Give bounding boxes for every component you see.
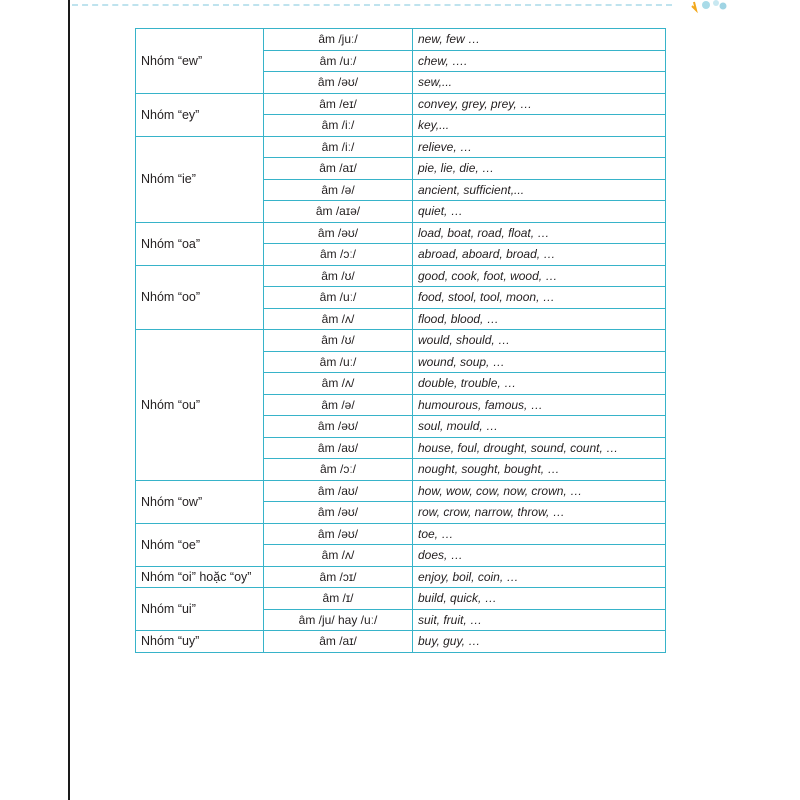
table-row (136, 265, 666, 287)
table-row (136, 523, 666, 545)
letter-group-label: Nhóm “oi” hoặc “oy” (136, 566, 264, 588)
phonetic-sound-cell: âm /eɪ/ (264, 93, 413, 115)
letter-group-label: Nhóm “oo” (136, 265, 264, 330)
example-words-cell: good, cook, foot, wood, … (413, 265, 666, 287)
letter-group-label: Nhóm “ie” (136, 136, 264, 222)
phonetic-sound-cell: âm /ə/ (264, 179, 413, 201)
phonetic-sound-cell: âm /əʊ/ (264, 502, 413, 524)
example-words-cell: flood, blood, … (413, 308, 666, 330)
example-words-cell: does, … (413, 545, 666, 567)
table-row (136, 330, 666, 352)
phonetic-sound-cell: âm /uː/ (264, 50, 413, 72)
example-words-cell: enjoy, boil, coin, … (413, 566, 666, 588)
example-words-cell: load, boat, road, float, … (413, 222, 666, 244)
phonetic-sound-cell: âm /ə/ (264, 394, 413, 416)
phonetic-sound-cell: âm /aʊ/ (264, 437, 413, 459)
phonetic-sound-cell: âm /əʊ/ (264, 72, 413, 94)
phonetic-sound-cell: âm /ʌ/ (264, 308, 413, 330)
table-row (136, 566, 666, 588)
example-words-cell: soul, mould, … (413, 416, 666, 438)
example-words-cell: ancient, sufficient,... (413, 179, 666, 201)
phonetic-sound-cell: âm /aɪə/ (264, 201, 413, 223)
example-words-cell: humourous, famous, … (413, 394, 666, 416)
phonetic-sound-cell: âm /ʊ/ (264, 330, 413, 352)
phonetic-sound-cell: âm /ju/ hay /uː/ (264, 609, 413, 631)
letter-group-label: Nhóm “oa” (136, 222, 264, 265)
example-words-cell: buy, guy, … (413, 631, 666, 653)
phonetic-sound-cell: âm /ɔɪ/ (264, 566, 413, 588)
letter-group-label: Nhóm “uy” (136, 631, 264, 653)
letter-group-label: Nhóm “ow” (136, 480, 264, 523)
letter-group-label: Nhóm “ou” (136, 330, 264, 481)
phonetic-sound-cell: âm /ʌ/ (264, 545, 413, 567)
table-row (136, 222, 666, 244)
example-words-cell: abroad, aboard, broad, … (413, 244, 666, 266)
example-words-cell: toe, … (413, 523, 666, 545)
example-words-cell: pie, lie, die, … (413, 158, 666, 180)
letter-group-label: Nhóm “oe” (136, 523, 264, 566)
phonetic-sound-cell: âm /aɪ/ (264, 158, 413, 180)
table-row (136, 29, 666, 51)
letter-group-label: Nhóm “ey” (136, 93, 264, 136)
phonetic-sound-cell: âm /aʊ/ (264, 480, 413, 502)
vowel-group-table-container (135, 28, 666, 653)
example-words-cell: food, stool, tool, moon, … (413, 287, 666, 309)
table-row (136, 631, 666, 653)
example-words-cell: quiet, … (413, 201, 666, 223)
example-words-cell: new, few … (413, 29, 666, 51)
header-dashed-line (72, 4, 672, 6)
table-row (136, 93, 666, 115)
phonetic-sound-cell: âm /əʊ/ (264, 523, 413, 545)
letter-group-label: Nhóm “ui” (136, 588, 264, 631)
example-words-cell: nought, sought, bought, … (413, 459, 666, 481)
phonetic-sound-cell: âm /iː/ (264, 136, 413, 158)
example-words-cell: suit, fruit, … (413, 609, 666, 631)
example-words-cell: chew, …. (413, 50, 666, 72)
phonetic-sound-cell: âm /iː/ (264, 115, 413, 137)
example-words-cell: double, trouble, … (413, 373, 666, 395)
letter-group-label: Nhóm “ew” (136, 29, 264, 94)
phonetic-sound-cell: âm /əʊ/ (264, 416, 413, 438)
phonetic-sound-cell: âm /juː/ (264, 29, 413, 51)
example-words-cell: would, should, … (413, 330, 666, 352)
example-words-cell: house, foul, drought, sound, count, … (413, 437, 666, 459)
phonetic-sound-cell: âm /ɪ/ (264, 588, 413, 610)
table-row (136, 480, 666, 502)
corner-decoration-icon (690, 0, 730, 14)
phonetic-sound-cell: âm /uː/ (264, 351, 413, 373)
phonetic-sound-cell: âm /ɔː/ (264, 459, 413, 481)
phonetic-sound-cell: âm /əʊ/ (264, 222, 413, 244)
example-words-cell: convey, grey, prey, … (413, 93, 666, 115)
table-row (136, 136, 666, 158)
phonetic-sound-cell: âm /ɔː/ (264, 244, 413, 266)
phonetic-sound-cell: âm /uː/ (264, 287, 413, 309)
example-words-cell: how, wow, cow, now, crown, … (413, 480, 666, 502)
vowel-group-table (135, 28, 666, 653)
example-words-cell: build, quick, … (413, 588, 666, 610)
example-words-cell: key,... (413, 115, 666, 137)
table-row (136, 588, 666, 610)
page-margin-line (68, 0, 70, 800)
phonetic-sound-cell: âm /ʊ/ (264, 265, 413, 287)
example-words-cell: wound, soup, … (413, 351, 666, 373)
example-words-cell: relieve, … (413, 136, 666, 158)
phonetic-sound-cell: âm /ʌ/ (264, 373, 413, 395)
example-words-cell: sew,... (413, 72, 666, 94)
phonetic-sound-cell: âm /aɪ/ (264, 631, 413, 653)
example-words-cell: row, crow, narrow, throw, … (413, 502, 666, 524)
